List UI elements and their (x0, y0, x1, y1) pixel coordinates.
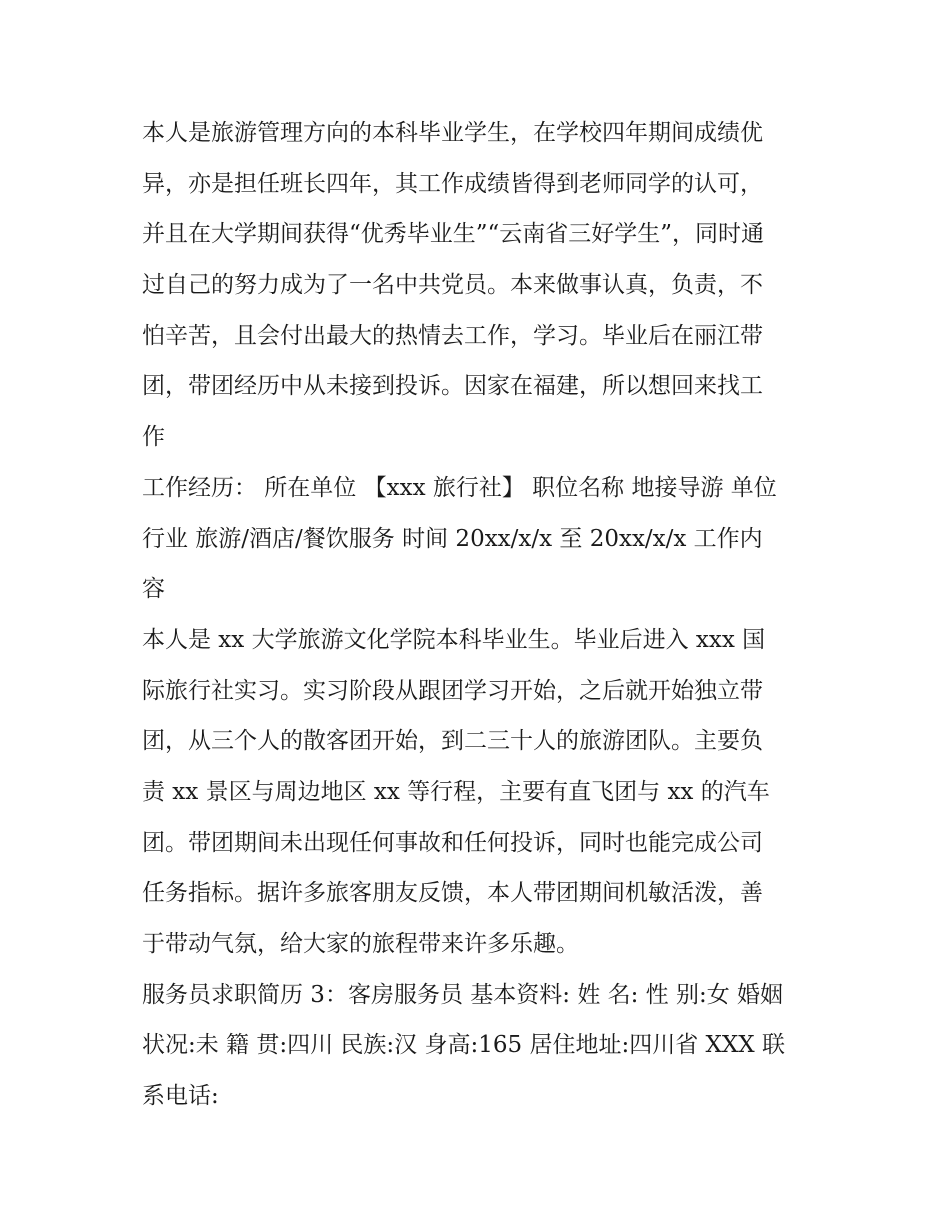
text-line: 团，从三个人的散客团开始，到二三十人的旅游团队。主要负 (142, 728, 763, 755)
text-line: 过自己的努力成为了一名中共党员。本来做事认真，负责，不 (142, 272, 763, 299)
text-line: 本人是旅游管理方向的本科毕业学生，在学校四年期间成绩优 (142, 120, 763, 146)
text-line: 于带动气氛，给大家的旅程带来许多乐趣。 (142, 931, 579, 957)
text-line: 责 xx 景区与周边地区 xx 等行程，主要有直飞团与 xx 的汽车 (142, 778, 770, 805)
text-line: 团，带团经历中从未接到投诉。因家在福建，所以想回来找工 (142, 373, 763, 400)
text-line: 际旅行社实习。实习阶段从跟团学习开始，之后就开始独立带 (142, 677, 763, 704)
text-line: 服务员求职简历 3：客房服务员 基本资料: 姓 名: 性 别:女 婚姻 (142, 981, 784, 1008)
text-line: 容 (142, 576, 165, 603)
text-line: 系电话: (142, 1083, 219, 1110)
text-line: 行业 旅游/酒店/餐饮服务 时间 20xx/x/x 至 20xx/x/x 工作内 (142, 525, 763, 552)
text-line: 任务指标。据许多旅客朋友反馈，本人带团期间机敏活泼，善 (142, 880, 763, 907)
text-line: 工作经历： 所在单位 【xxx 旅行社】 职位名称 地接导游 单位 (142, 474, 777, 501)
text-line: 怕辛苦，且会付出最大的热情去工作，学习。毕业后在丽江带 (142, 322, 763, 349)
text-line: 异，亦是担任班长四年，其工作成绩皆得到老师同学的认可， (142, 170, 763, 197)
text-line: 本人是 xx 大学旅游文化学院本科毕业生。毕业后进入 xxx 国 (142, 626, 766, 653)
text-line: 并且在大学期间获得“优秀毕业生”“云南省三好学生”，同时通 (142, 221, 765, 248)
text-line: 作 (142, 424, 165, 451)
text-line: 团。带团期间未出现任何事故和任何投诉，同时也能完成公司 (142, 829, 763, 856)
text-line: 状况:未 籍 贯:四川 民族:汉 身高:165 居住地址:四川省 XXX 联 (142, 1032, 785, 1059)
document-body (142, 108, 822, 1122)
